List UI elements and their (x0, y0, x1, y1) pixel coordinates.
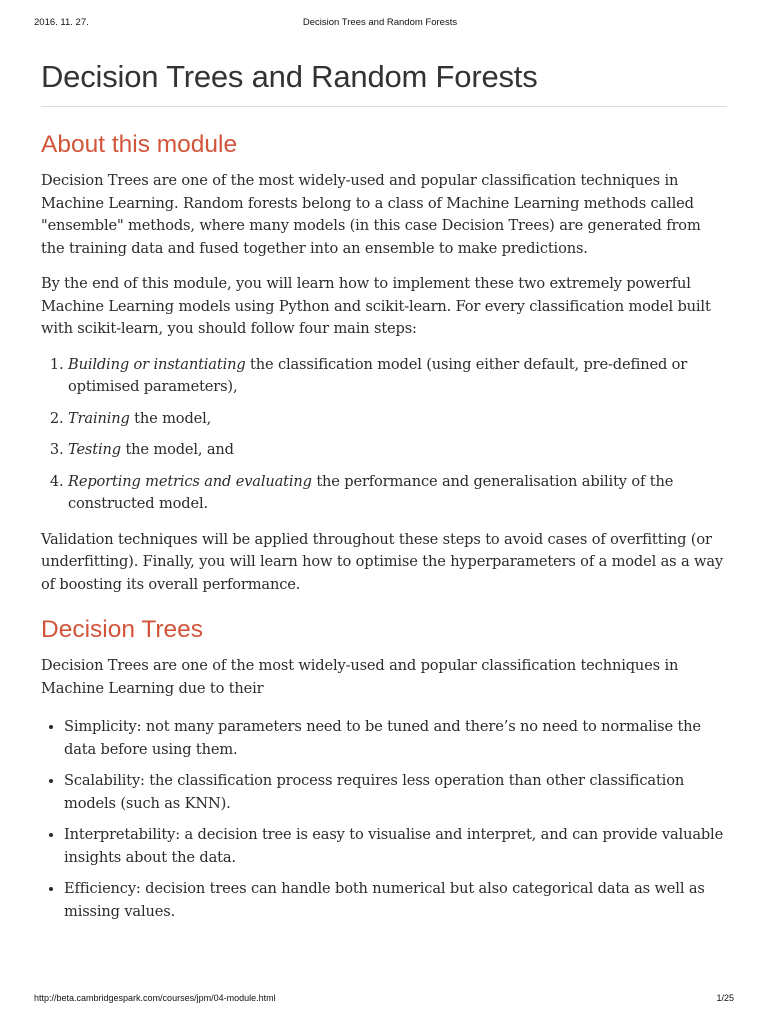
section-heading-about: About this module (41, 131, 238, 158)
print-header (34, 17, 726, 31)
list-item (68, 471, 727, 516)
print-page-number: 1/25 (716, 993, 734, 1003)
print-footer (34, 993, 734, 1007)
list-item (68, 354, 727, 399)
steps-list (41, 354, 727, 516)
list-item (68, 408, 727, 431)
step-text: the model, (129, 409, 212, 427)
step-emphasis: Testing (68, 441, 121, 458)
advantages-list (41, 716, 727, 923)
list-item: • Scalability: the classification process requires less operation than other classification models (such as KNN). (64, 770, 727, 815)
article-content (41, 56, 727, 936)
about-paragraph-2: By the end of this module, you will learn how to implement these two extremely powerful Machine Learning models using Python and scikit-learn. For every classification model built with scikit-learn, you should follow four main steps: (41, 275, 711, 337)
list-item (68, 439, 727, 462)
about-paragraph-3: Validation techniques will be applied throughout these steps to avoid cases of overfitting (or underfitting). Finally, you will learn how to optimise the hyperparameters of a model as a way of boosting its overall performance. (41, 530, 724, 593)
step-text: the classification model (using either default, pre-defined or optimised parameters), (68, 355, 688, 395)
print-url: http://beta.cambridgespark.com/courses/jpm/04-module.html (34, 993, 276, 1003)
step-emphasis: Building or instantiating (68, 355, 246, 373)
list-item: • Simplicity: not many parameters need to be tuned and there’s no need to normalise the data before using them. (64, 716, 727, 761)
page-title: Decision Trees and Random Forests (41, 56, 727, 107)
decision-trees-intro: Decision Trees are one of the most widely-used and popular classification techniques in Machine Learning due to their (41, 657, 679, 697)
step-emphasis: Reporting metrics and evaluating (68, 472, 312, 490)
about-paragraph-1: Decision Trees are one of the most widely-used and popular classification techniques in Machine Learning. Random forests belong to a class of Machine Learning methods called "ensemble" methods, where many models (in this case Decision Trees) are generated from the training data and fused together into an ensemble to make predictions. (41, 172, 701, 257)
step-emphasis: Training (68, 409, 130, 427)
list-item: • Efficiency: decision trees can handle both numerical but also categorical data as well as missing values. (64, 878, 727, 923)
list-item: • Interpretability: a decision tree is easy to visualise and interpret, and can provide valuable insights about the data. (64, 824, 727, 869)
step-text: the model, and (120, 441, 234, 458)
step-text: the performance and generalisation ability of the constructed model. (68, 472, 674, 512)
section-heading-decision-trees: Decision Trees (41, 616, 204, 643)
print-doc-title: Decision Trees and Random Forests (302, 17, 458, 28)
print-date: 2016. 11. 27. (34, 17, 89, 28)
